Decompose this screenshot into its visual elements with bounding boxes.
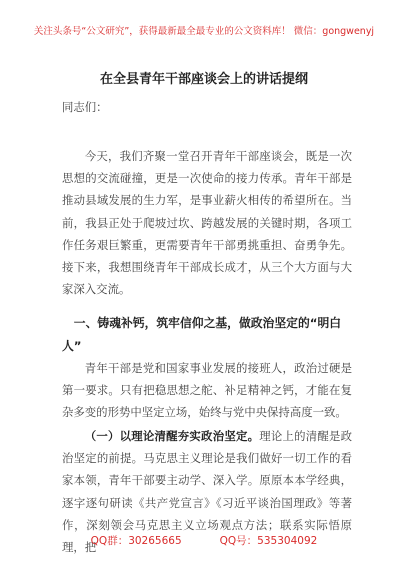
header-promo-banner: 关注头条号“公文研究”，获得最新最全最专业的公文资料库！ 微信：gongwenyj: [33, 26, 375, 37]
document-title: 在全县青年干部座谈会上的讲话提纲: [99, 72, 308, 87]
footer-qq-number: QQ号：535304092: [219, 535, 318, 547]
subsection-heading-1: （一）以理论清醒夯实政治坚定。: [84, 429, 260, 443]
intro-paragraph: 今天，我们齐聚一堂召开青年干部座谈会，既是一次思想的交流碰撞，更是一次使命的接力传承。青年干部是推动县域发展的生力军，是事业薪火相传的希望所在。当前，我县正处于爬坡过坎、跨越发展的关键时期，各项工作任务艰巨繁重，更需要青年干部勇挑重担、奋勇争先。接下来，我想围绕青年干部成长成才，从三个大方面与大家深入交流。: [62, 149, 352, 297]
footer-contact: [0, 533, 408, 548]
salutation: 同志们：: [62, 100, 108, 114]
section-heading-1: 一、铸魂补钙，筑牢信仰之基，做政治坚定的“明白人”: [62, 316, 342, 353]
section-1-paragraph: 青年干部是党和国家事业发展的接班人，政治过硬是第一要求。只有把稳思想之舵、补足精神之钙，才能在复杂多变的形势中坚定立场，始终与党中央保持高度一致。: [62, 361, 352, 420]
footer-qq-group: QQ群：30265665: [90, 535, 182, 547]
subsection-1-text: 理论上的清醒是政治坚定的前提。马克思主义理论是我们做好一切工作的看家本领，青年干部要主动学、深入学。原原本本学经典，逐字逐句研读《共产党宣言》《习近平谈治国理政》等著作，深刻领会马克思主义立场观点方法；联系实际悟原理，把: [62, 429, 352, 555]
